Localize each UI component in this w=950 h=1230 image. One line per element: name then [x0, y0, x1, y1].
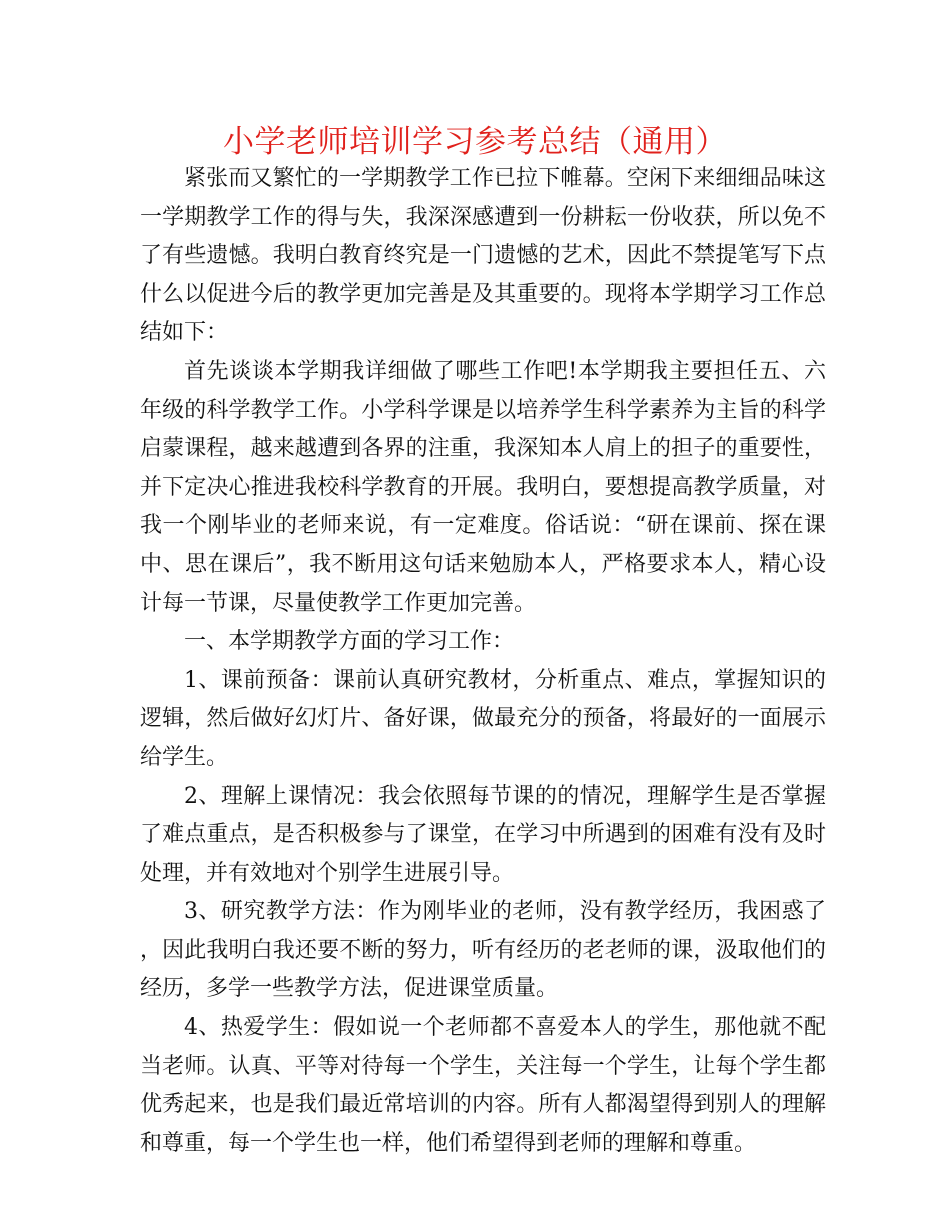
document-body: [140, 160, 826, 1163]
document-title: 小学老师培训学习参考总结（通用）: [223, 124, 727, 160]
paragraph-item-4: 4、热爱学生：假如说一个老师都不喜爱本人的学生，那他就不配当老师。认真、平等对待每一个学生，关注每一个学生，让每个学生都优秀起来，也是我们最近常培训的内容。所有人都渴望得到别人的理解和尊重，每一个学生也一样，他们希望得到老师的理解和尊重。: [140, 1015, 826, 1156]
section-heading-teaching: 一、本学期教学方面的学习工作：: [184, 629, 515, 655]
paragraph-intro: 紧张而又繁忙的一学期教学工作已拉下帷幕。空闲下来细细品味这一学期教学工作的得与失，我深深感遭到一份耕耘一份收获，所以免不了有些遗憾。我明白教育终究是一门遗憾的艺术，因此不禁提笔写下点什么以促进今后的教学更加完善是及其重要的。现将本学期学习工作总结如下：: [140, 166, 826, 346]
paragraph-work-overview: 首先谈谈本学期我详细做了哪些工作吧!本学期我主要担任五、六年级的科学教学工作。小学科学课是以培养学生科学素养为主旨的科学启蒙课程，越来越遭到各界的注重，我深知本人肩上的担子的重要性，并下定决心推进我校科学教育的开展。我明白，要想提高教学质量，对我一个刚毕业的老师来说，有一定难度。俗话说：“研在课前、探在课中、思在课后”，我不断用这句话来勉励本人，严格要求本人，精心设计每一节课，尽量使教学工作更加完善。: [140, 358, 826, 616]
paragraph-item-2: 2、理解上课情况：我会依照每节课的的情况，理解学生是否掌握了难点重点，是否积极参与了课堂，在学习中所遇到的困难有没有及时处理，并有效地对个别学生进展引导。: [140, 783, 826, 886]
paragraph-item-1: 1、课前预备：课前认真研究教材，分析重点、难点，掌握知识的逻辑，然后做好幻灯片、备好课，做最充分的预备，将最好的一面展示给学生。: [140, 667, 826, 770]
paragraph-item-3: 3、研究教学方法：作为刚毕业的老师，没有教学经历，我困惑了，因此我明白我还要不断的努力，听有经历的老老师的课，汲取他们的经历，多学一些教学方法，促进课堂质量。: [140, 899, 826, 1002]
